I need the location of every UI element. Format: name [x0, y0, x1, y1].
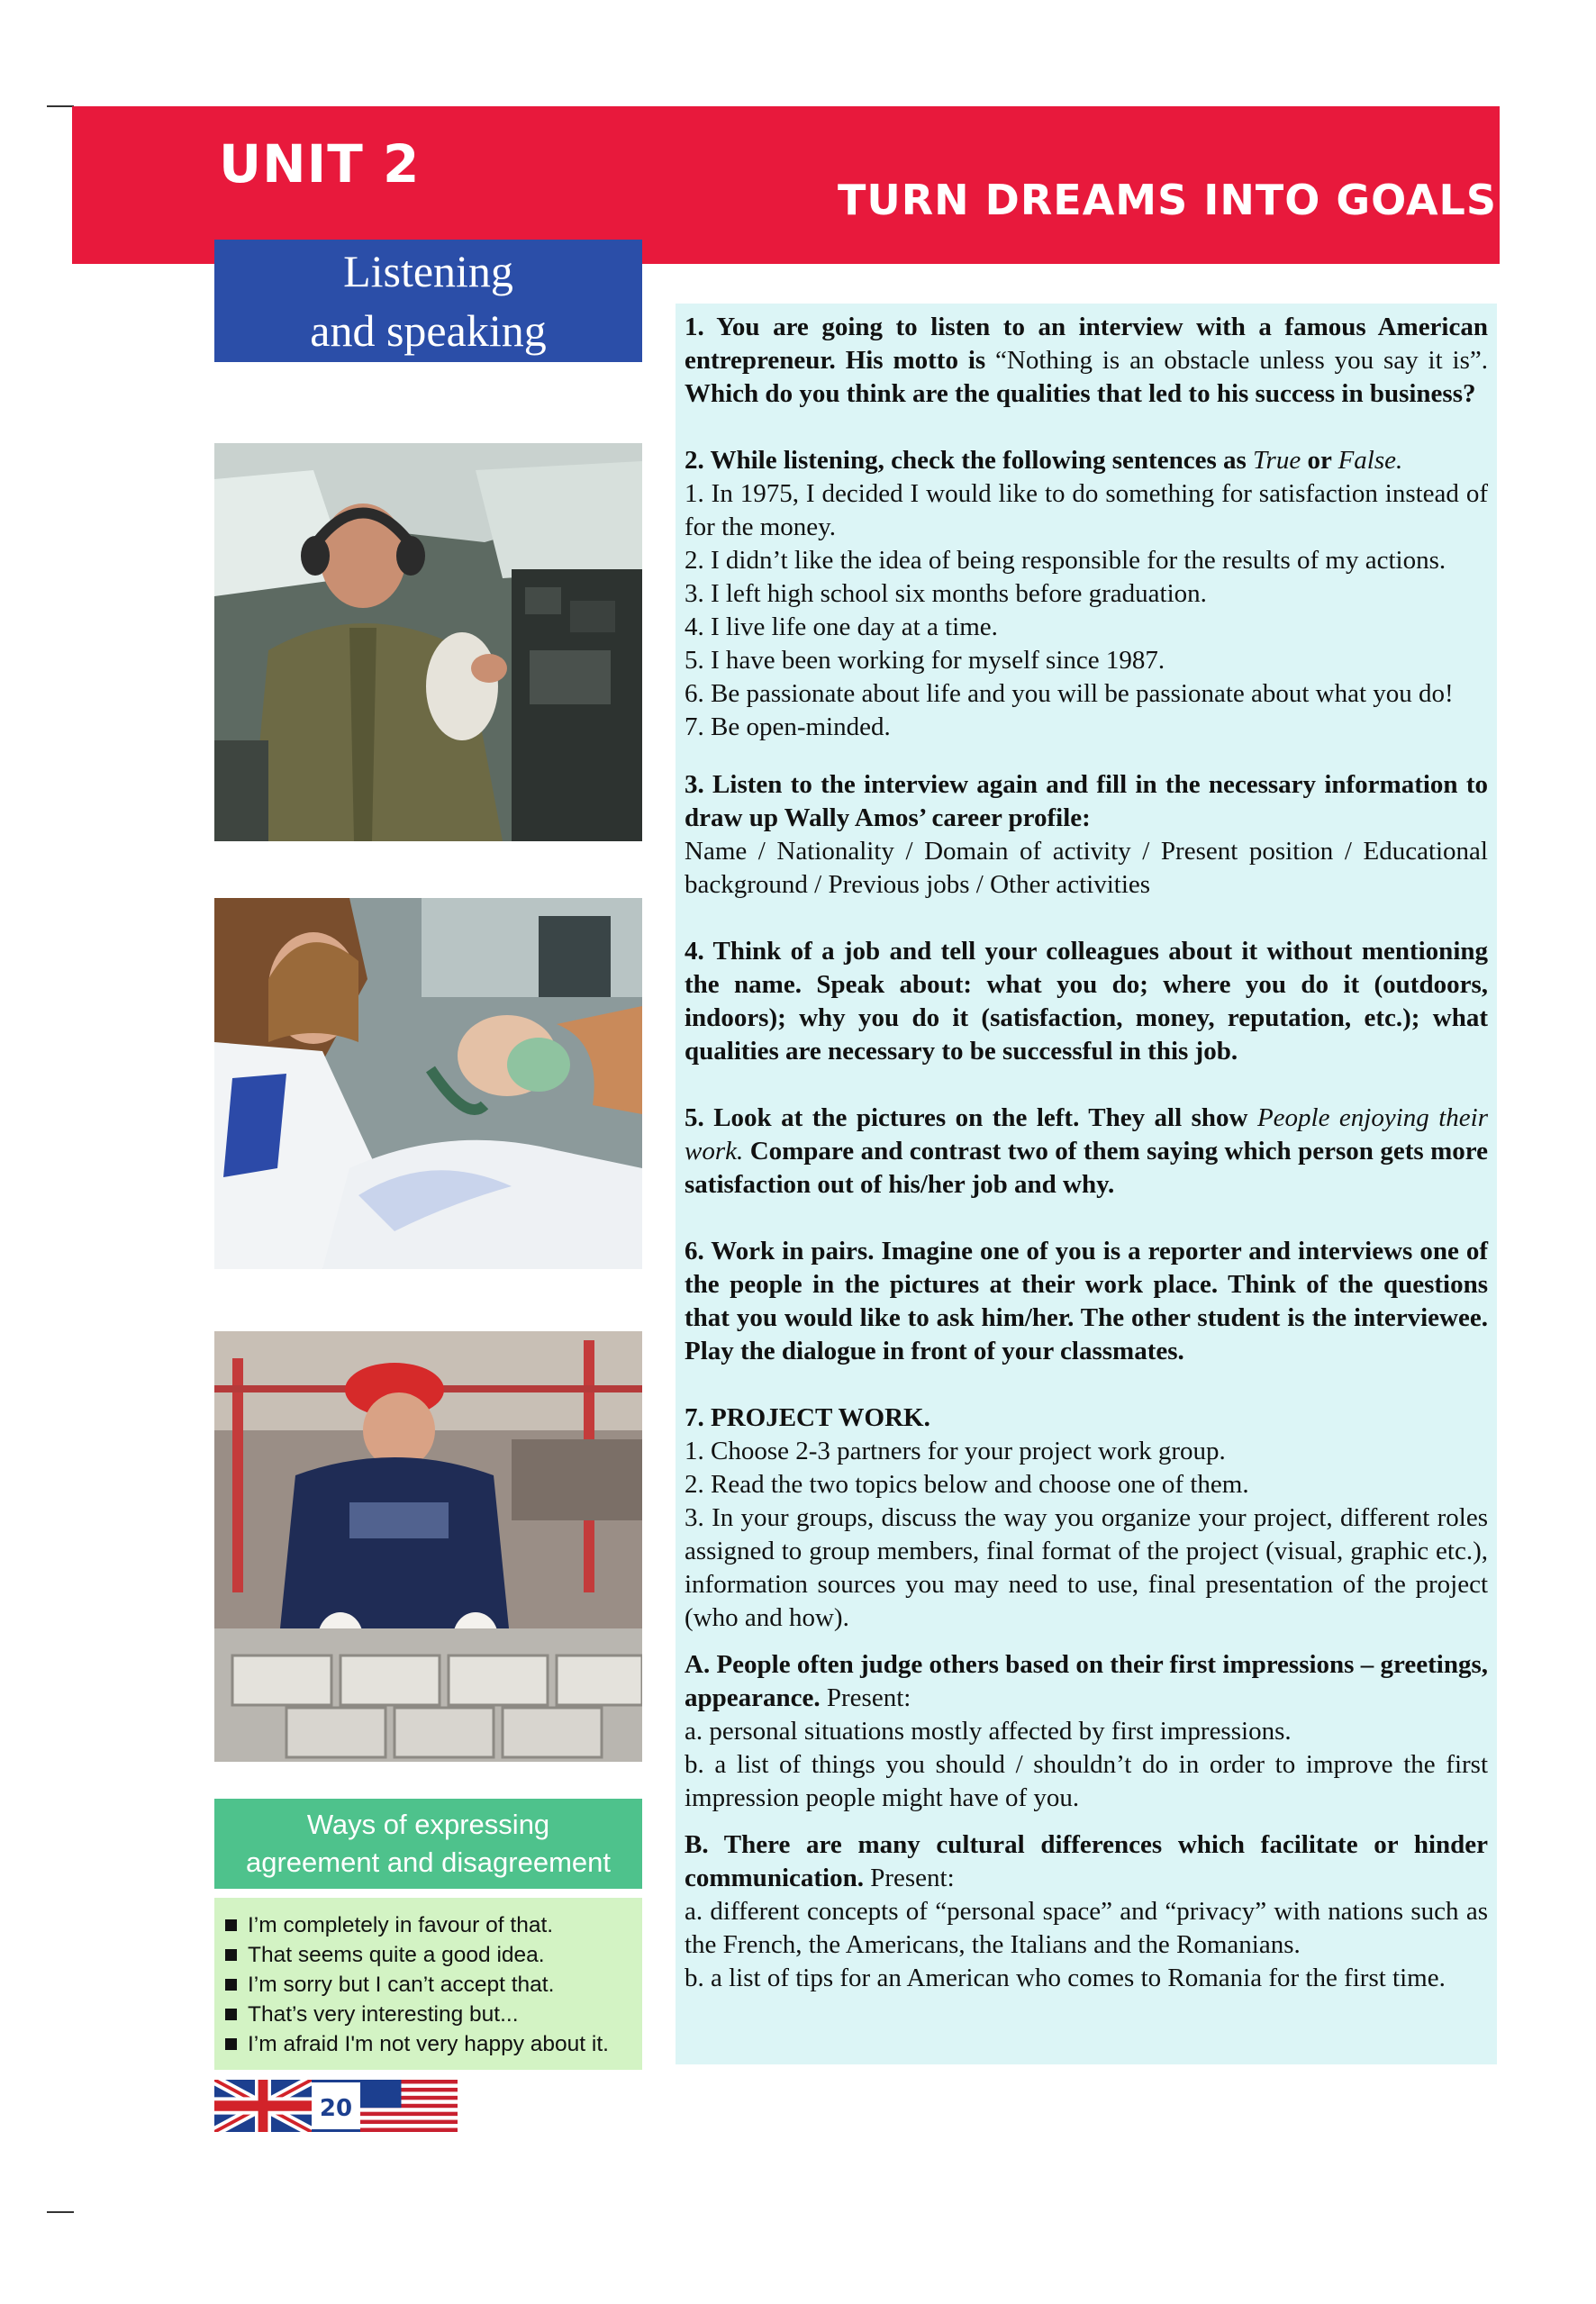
exercise-5-text: 5. Look at the pictures on the left. They all show [685, 1103, 1257, 1132]
photo-nurse [214, 898, 642, 1269]
ways-phrase-list [214, 1898, 642, 2070]
exercise-1 [685, 311, 1488, 411]
phrase-text: I’m afraid I'm not very happy about it. [248, 2032, 609, 2056]
bullet-square-icon [225, 1949, 237, 1961]
topic-a-item: b. a list of things you should / shouldn’t do in order to improve the first impression people might have of you. [685, 1750, 1488, 1812]
statement-item: 7. Be open-minded. [685, 712, 891, 741]
unit-title: TURN DREAMS INTO GOALS [838, 176, 1497, 224]
list-item [225, 1940, 642, 1970]
exercise-5-italic: People enjoying their work. [685, 1103, 1488, 1166]
exercise-panel [676, 304, 1497, 2064]
or-word: or [1301, 446, 1338, 475]
list-item [225, 2000, 642, 2029]
topic-b-item: a. different concepts of “personal space” and “privacy” with nations such as the French, the Americans, the Italians and the Romanians. [685, 1897, 1488, 1959]
exercise-2-heading [685, 444, 1488, 477]
exercise-1-motto: “Nothing is an obstacle unless you say it is”. [985, 346, 1488, 375]
true-word: True [1253, 446, 1301, 475]
bullet-square-icon [225, 1919, 237, 1931]
project-step: 1. Choose 2-3 partners for your project work group. [685, 1437, 1226, 1465]
us-flag-icon [360, 2080, 458, 2132]
exercise-5 [685, 1102, 1488, 1202]
exercise-2-heading-text: 2. While listening, check the following sentences as [685, 446, 1254, 475]
project-step: 2. Read the two topics below and choose one of them. [685, 1470, 1249, 1499]
exercise-7-heading: 7. PROJECT WORK. [685, 1403, 930, 1432]
topic-a [685, 1648, 1488, 1715]
list-item [225, 1910, 642, 1940]
statement-item: 1. In 1975, I decided I would like to do something for satisfaction instead of for the money. [685, 479, 1488, 541]
bullet-square-icon [225, 2038, 237, 2050]
exercise-1-question: Which do you think are the qualities that led to his success in business? [685, 379, 1476, 408]
section-heading-line2: and speaking [310, 305, 547, 356]
bullet-square-icon [225, 1979, 237, 1991]
topic-a-item: a. personal situations mostly affected by first impressions. [685, 1717, 1292, 1746]
exercise-3-body: Name / Nationality / Domain of activity / Present position / Educational background / Previous jobs / Other activities [685, 837, 1488, 899]
section-heading [214, 240, 642, 362]
exercise-3-heading: 3. Listen to the interview again and fill in the necessary information to draw up Wally Amos’ career profile: [685, 770, 1488, 832]
phrase-text: That’s very interesting but... [248, 2002, 519, 2027]
ways-heading-line1: Ways of expressing [306, 1809, 550, 1840]
statement-item: 2. I didn’t like the idea of being responsible for the results of my actions. [685, 546, 1446, 575]
statement-item: 3. I left high school six months before graduation. [685, 579, 1207, 608]
photo-pilot [214, 443, 642, 841]
section-heading-line1: Listening [343, 246, 513, 296]
topic-b-present: Present: [863, 1864, 955, 1892]
topic-b [685, 1828, 1488, 1895]
photo-worker [214, 1331, 642, 1762]
statement-item: 6. Be passionate about life and you will be passionate about what you do! [685, 679, 1454, 708]
topic-b-item: b. a list of tips for an American who comes to Romania for the first time. [685, 1964, 1446, 1992]
exercise-6: 6. Work in pairs. Imagine one of you is a reporter and interviews one of the people in the pictures at their work place. Think of the questions that you would like to ask him/her. The other student is the interviewee. Play the dialogue in front of your classmates. [685, 1237, 1488, 1365]
phrase-text: That seems quite a good idea. [248, 1943, 545, 1967]
exercise-5-task: Compare and contrast two of them saying which person gets more satisfaction out of his/her job and why. [685, 1137, 1488, 1199]
bullet-square-icon [225, 2009, 237, 2020]
statement-item: 5. I have been working for myself since 1987. [685, 646, 1165, 675]
exercise-4: 4. Think of a job and tell your colleagues about it without mentioning the name. Speak about: what you do; where you do it (outdoors, indoors); why you do it (satisfaction, money, reputation, etc.); what qualities are necessary to be successful in this job. [685, 937, 1488, 1066]
list-item [225, 1970, 642, 2000]
project-step: 3. In your groups, discuss the way you organize your project, different roles assigned to group members, final format of the project (visual, graphic etc.), information sources you may need to use, final presentation of the project (who and how). [685, 1503, 1488, 1632]
topic-b-heading: B. There are many cultural differences which facilitate or hinder communication. [685, 1830, 1488, 1892]
phrase-text: I’m sorry but I can’t accept that. [248, 1973, 555, 1997]
list-item [225, 2029, 642, 2059]
uk-flag-icon [214, 2080, 312, 2132]
exercise-1-text: 1. You are going to listen to an interview with a famous American entrepreneur. His motto is [685, 313, 1488, 375]
statement-item: 4. I live life one day at a time. [685, 612, 998, 641]
ways-box-heading [214, 1799, 642, 1889]
topic-a-present: Present: [820, 1683, 911, 1712]
page-number: 20 [312, 2080, 360, 2132]
crop-mark-bottom [47, 2211, 74, 2213]
false-word: False. [1338, 446, 1403, 475]
phrase-text: I’m completely in favour of that. [248, 1913, 554, 1937]
ways-heading-line2: agreement and disagreement [246, 1846, 611, 1878]
crop-mark-top [47, 105, 74, 107]
page-footer [214, 2080, 458, 2132]
unit-label: UNIT 2 [219, 133, 421, 195]
topic-a-heading: A. People often judge others based on their first impressions – greetings, appearance. [685, 1650, 1488, 1712]
